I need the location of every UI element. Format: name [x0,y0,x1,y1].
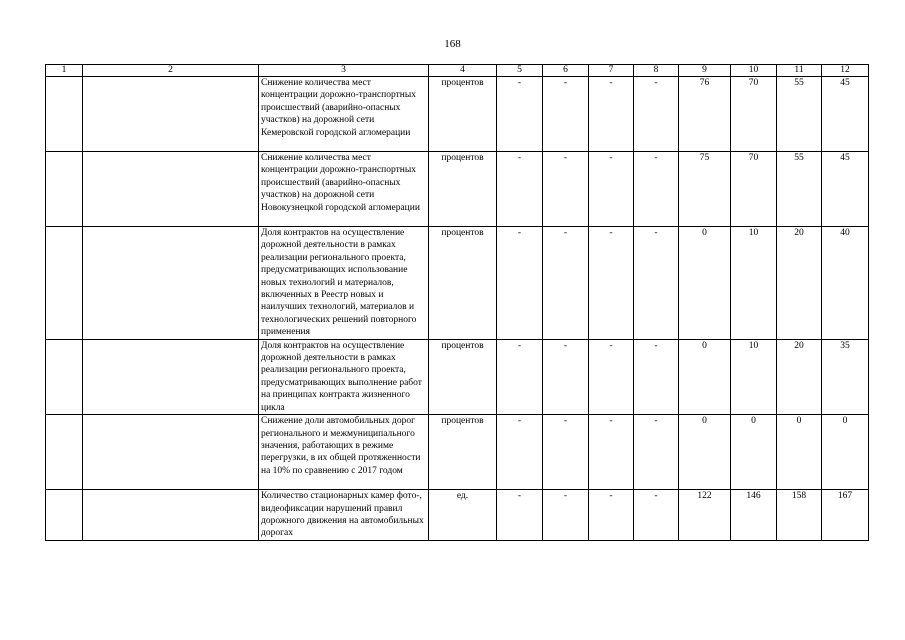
value-cell: - [634,152,679,227]
unit-cell: процентов [429,415,497,490]
value-cell: - [543,77,589,152]
value-cell: 40 [822,227,869,340]
unit-cell: процентов [429,227,497,340]
indicator-name: Количество стационарных камер фото-, видеофиксации нарушений правил дорожного движения на автомобильных дорогах [259,490,429,541]
project-cell [83,77,259,152]
column-number: 5 [497,65,543,77]
value-cell: 20 [777,339,822,414]
indicator-name: Снижение количества мест концентрации дорожно-транспортных происшествий (аварийно-опасных участков) на дорожной сети Кемеровской городской агломерации [259,77,429,152]
row-number-cell [46,152,83,227]
value-cell: - [589,339,634,414]
table-row [46,77,869,152]
column-number: 2 [83,65,259,77]
value-cell: - [589,415,634,490]
value-cell: - [589,227,634,340]
value-cell: - [634,339,679,414]
row-number-cell [46,227,83,340]
value-cell: 10 [731,227,777,340]
column-number: 7 [589,65,634,77]
value-cell: - [543,339,589,414]
column-number: 4 [429,65,497,77]
project-cell [83,152,259,227]
value-cell: 122 [679,490,731,541]
value-cell: 0 [679,415,731,490]
value-cell: - [589,490,634,541]
indicators-table [45,64,869,541]
value-cell: - [497,339,543,414]
value-cell: 20 [777,227,822,340]
project-cell [83,339,259,414]
value-cell: 167 [822,490,869,541]
row-number-cell [46,77,83,152]
value-cell: 45 [822,77,869,152]
column-number: 6 [543,65,589,77]
project-cell [83,227,259,340]
indicator-name: Снижение количества мест концентрации дорожно-транспортных происшествий (аварийно-опасных участков) на дорожной сети Новокузнецкой городской агломерации [259,152,429,227]
value-cell: 0 [679,339,731,414]
value-cell: 146 [731,490,777,541]
column-number: 12 [822,65,869,77]
value-cell: 76 [679,77,731,152]
table-row [46,227,869,340]
value-cell: 70 [731,152,777,227]
column-number: 1 [46,65,83,77]
value-cell: - [497,152,543,227]
indicator-name: Доля контрактов на осуществление дорожной деятельности в рамках реализации регионального проекта, предусматривающих использование новых технологий и материалов, включенных в Реестр новых и наилучших технологий, материалов и технологических решений повторного применения [259,227,429,340]
value-cell: 70 [731,77,777,152]
value-cell: - [543,490,589,541]
table-row [46,152,869,227]
project-cell [83,415,259,490]
value-cell: 0 [822,415,869,490]
row-number-cell [46,490,83,541]
value-cell: 10 [731,339,777,414]
value-cell: - [634,490,679,541]
value-cell: 45 [822,152,869,227]
value-cell: - [589,152,634,227]
value-cell: 35 [822,339,869,414]
value-cell: 75 [679,152,731,227]
value-cell: 158 [777,490,822,541]
value-cell: - [543,152,589,227]
unit-cell: процентов [429,339,497,414]
table-row [46,339,869,414]
value-cell: - [497,227,543,340]
value-cell: 0 [777,415,822,490]
column-number: 8 [634,65,679,77]
project-cell [83,490,259,541]
table-row [46,490,869,541]
page-number: 168 [444,38,461,50]
unit-cell: ед. [429,490,497,541]
value-cell: 55 [777,77,822,152]
column-number: 9 [679,65,731,77]
value-cell: - [634,415,679,490]
value-cell: - [589,77,634,152]
value-cell: - [497,490,543,541]
value-cell: - [497,415,543,490]
column-number-row [46,65,869,77]
value-cell: 55 [777,152,822,227]
table-row [46,415,869,490]
value-cell: - [497,77,543,152]
column-number: 10 [731,65,777,77]
column-number: 11 [777,65,822,77]
indicator-name: Снижение доли автомобильных дорог регионального и межмуниципального значения, работающих в режиме перегрузки, в их общей протяженности на 10% по сравнению с 2017 годом [259,415,429,490]
row-number-cell [46,415,83,490]
value-cell: 0 [731,415,777,490]
indicator-name: Доля контрактов на осуществление дорожной деятельности в рамках реализации регионального проекта, предусматривающих выполнение работ на принципах контракта жизненного цикла [259,339,429,414]
column-number: 3 [259,65,429,77]
row-number-cell [46,339,83,414]
value-cell: - [634,77,679,152]
value-cell: - [543,415,589,490]
value-cell: - [634,227,679,340]
unit-cell: процентов [429,152,497,227]
value-cell: 0 [679,227,731,340]
unit-cell: процентов [429,77,497,152]
value-cell: - [543,227,589,340]
